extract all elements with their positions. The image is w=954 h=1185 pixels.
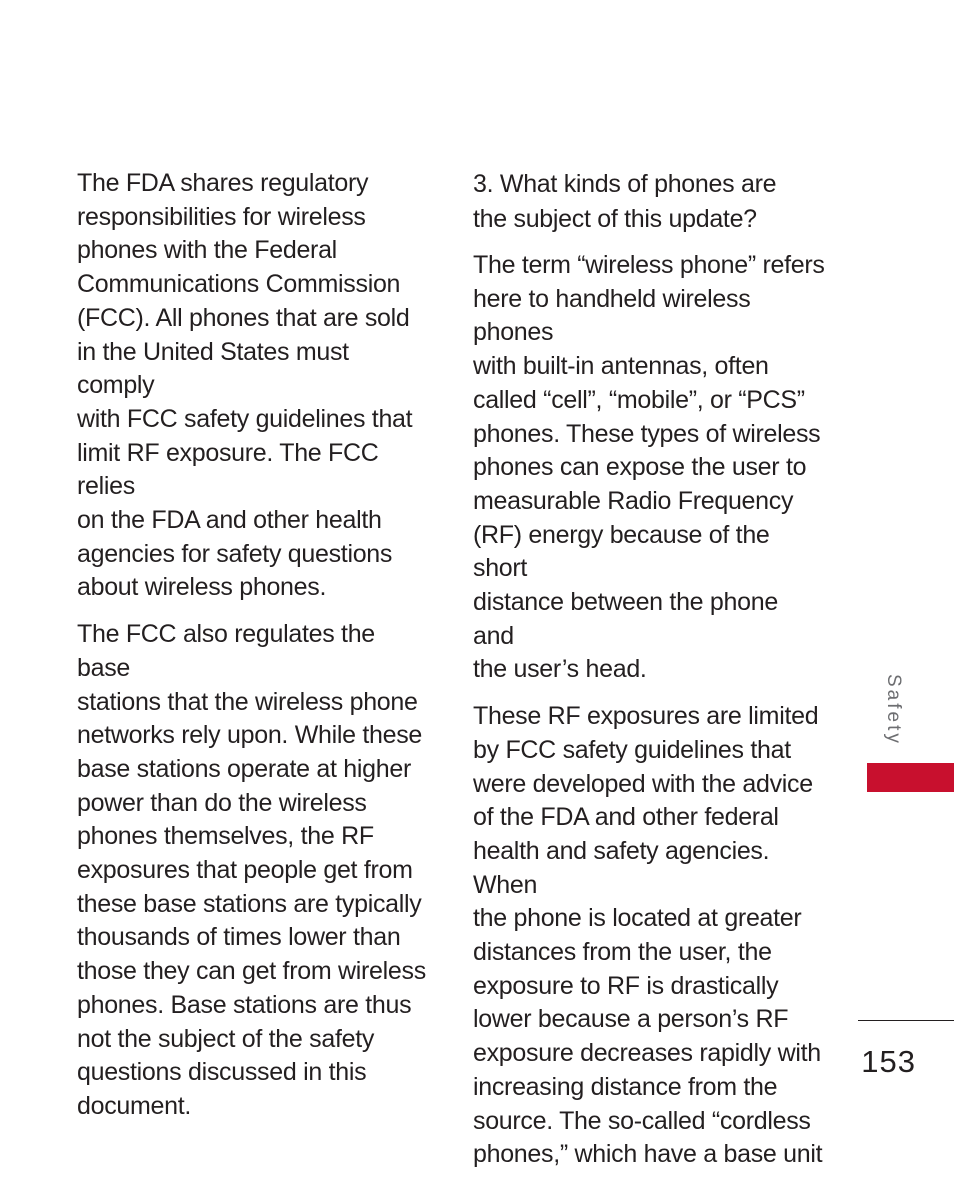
footer-rule [858, 1020, 954, 1021]
left-column [77, 167, 429, 1137]
body-paragraph: The term “wireless phone” refers here to handheld wireless phones with built-in antennas, often called “cell”, “mobile”, or “PCS” phones. These types of wireless phones can expose the user to measurable Radio Frequency (RF) energy because of the short distance between the phone and the user’s head. [473, 251, 825, 684]
body-paragraph: These RF exposures are limited by FCC safety guidelines that were developed with the advice of the FDA and other federal health and safety agencies. When the phone is located at greater distances from the user, the exposure to RF is drastically lower because a person’s RF exposure decreases rapidly with increasing distance from the source. The so-called “cordless phones,” which have a base unit [473, 702, 823, 1169]
right-column [473, 167, 825, 1185]
page-number: 153 [861, 1044, 916, 1079]
section-tab-label: Safety [883, 674, 904, 746]
section-tab-bar [867, 763, 954, 792]
section-heading: 3. What kinds of phones are the subject of this update? [473, 170, 777, 233]
body-paragraph: The FDA shares regulatory responsibilities for wireless phones with the Federal Communications Commission (FCC). All phones that are sold in the United States must comply with FCC safety guidelines that limit RF exposure. The FCC relies on the FDA and other health agencies for safety questions about wireless phones. [77, 169, 413, 602]
body-paragraph: The FCC also regulates the base stations that the wireless phone networks rely upon. While these base stations operate at higher power than do the wireless phones themselves, the RF exposures that people get from these base stations are typically thousands of times lower than those they can get from wireless phones. Base stations are thus not the subject of the safety questions discussed in this document. [77, 620, 426, 1120]
